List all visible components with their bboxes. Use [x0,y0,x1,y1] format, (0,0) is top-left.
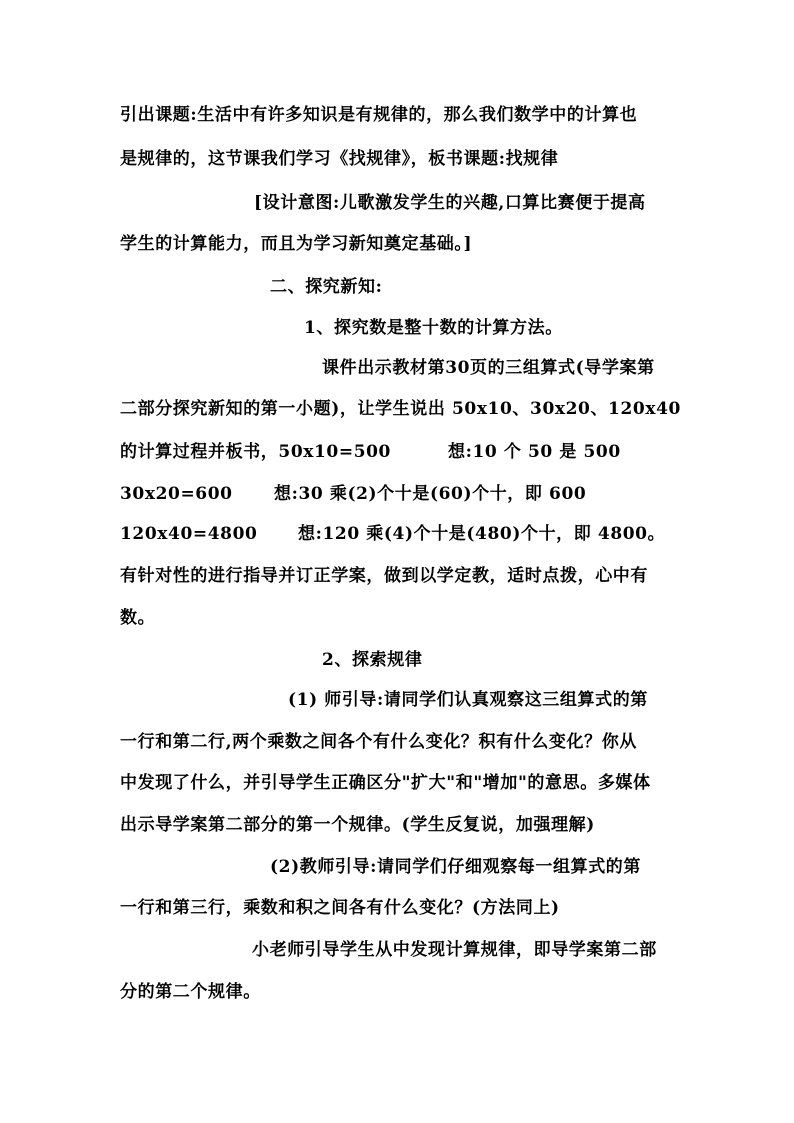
text-line: 想:10 个 50 是 500 [448,442,621,462]
text-line: (2)教师引导:请同学们仔细观察每一组算式的第 [270,857,641,877]
text-line: 分的第二个规律。 [120,982,261,1002]
text-line: 数。 [120,608,156,628]
text-line: 一行和第三行，乘数和积之间各有什么变化？(方法同上) [120,898,560,918]
subsection-heading: 1、探究数是整十数的计算方法。 [304,318,563,338]
text-line: 想:30 乘(2)个十是(60)个十，即 600 [274,484,587,504]
text-line: 引出课题:生活中有许多知识是有规律的，那么我们数学中的计算也 [120,105,638,125]
text-line: 课件出示教材第30页的三组算式(导学案第 [322,358,655,378]
text-line: 想:120 乘(4)个十是(480)个十，即 4800。 [298,524,666,544]
section-heading: 二、探究新知: [270,277,383,297]
text-line: 有针对性的进行指导并订正学案，做到以学定教，适时点拨，心中有 [120,566,648,586]
text-line: 小老师引导学生从中发现计算规律，即导学案第二部 [252,940,657,960]
text-line: 中发现了什么，并引导学生正确区分"扩大"和"增加"的意思。多媒体 [120,773,651,793]
text-line: 出示导学案第二部分的第一个规律。(学生反复说，加强理解) [120,815,595,835]
text-line: 是规律的，这节课我们学习《找规律》，板书课题:找规律 [120,149,559,169]
equation-line: 30x20=600 [120,484,233,504]
text-line: 的计算过程并板书，50x10=500 [120,442,391,462]
text-line: 学生的计算能力，而且为学习新知奠定基础。] [120,234,473,254]
text-line: 二部分探究新知的第一小题)，让学生说出 50x10、30x20、120x40 [120,399,681,419]
subsection-heading: 2、探索规律 [322,650,423,670]
equation-line: 120x40=4800 [120,524,258,544]
text-line: 一行和第二行,两个乘数之间各个有什么变化？积有什么变化？你从 [120,732,637,752]
text-line: [设计意图:儿歌激发学生的兴趣,口算比赛便于提高 [254,193,646,213]
text-line: (1) 师引导:请同学们认真观察这三组算式的第 [288,690,648,710]
